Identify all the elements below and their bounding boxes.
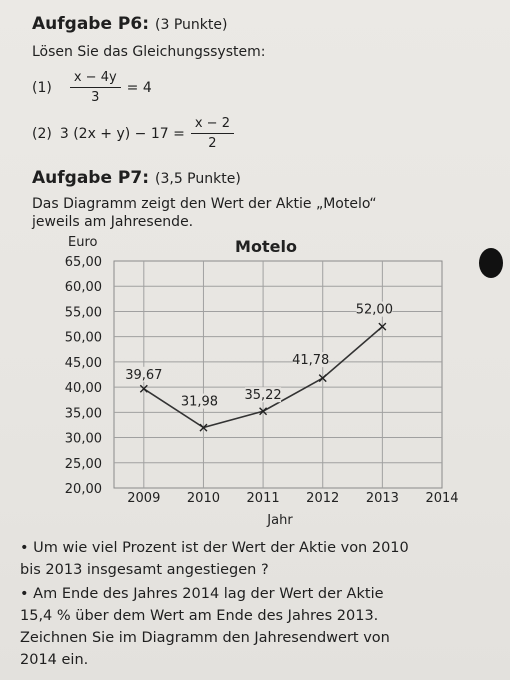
- task-p6-points: (3 Punkte): [155, 17, 228, 33]
- data-point: [244, 387, 281, 415]
- x-tick-label: 2013: [365, 491, 399, 506]
- equation-2-lhs: 3 (2x + y) − 17 =: [59, 125, 185, 142]
- chart-grid: [114, 261, 442, 488]
- motelo-line-chart: [0, 228, 470, 533]
- y-tick-label: 40,00: [64, 381, 102, 397]
- data-label: 39,67: [125, 367, 163, 383]
- task-p6-instruction: Lösen Sie das Gleichungssystem:: [32, 44, 266, 60]
- data-point: [125, 367, 162, 393]
- x-tick-label: 2010: [186, 491, 221, 506]
- data-label: 35,22: [244, 388, 282, 404]
- equation-1-label: (1): [32, 79, 52, 96]
- data-label: 31,98: [180, 394, 219, 410]
- equation-1-rhs: = 4: [126, 79, 152, 96]
- equation-2: [32, 116, 240, 151]
- task-p6-heading: [32, 14, 227, 34]
- equation-1: [32, 70, 152, 105]
- equation-2-fraction: [191, 116, 234, 151]
- task-p7-points: (3,5 Punkte): [155, 171, 241, 187]
- y-tick-label: 60,00: [64, 280, 102, 296]
- y-tick-label: 35,00: [64, 406, 102, 422]
- question-2-line-2: 15,4 % über dem Wert am Ende des Jahres 2013.: [20, 608, 379, 624]
- task-p7-intro-line-2: jeweils am Jahresende.: [32, 214, 194, 230]
- x-axis-label: Jahr: [267, 513, 293, 528]
- y-tick-label: 20,00: [64, 482, 102, 497]
- equation-1-denominator: 3: [91, 90, 100, 105]
- task-p6-name: Aufgabe P6:: [32, 14, 149, 34]
- y-tick-label: 55,00: [64, 305, 102, 321]
- y-tick-label: 45,00: [64, 355, 102, 371]
- equation-2-label: (2): [32, 125, 52, 142]
- equation-2-numerator: x − 2: [191, 116, 234, 134]
- question-1-line-1: • Um wie viel Prozent ist der Wert der Aktie von 2010: [20, 540, 409, 556]
- x-tick-label: 2009: [127, 491, 161, 506]
- equation-1-numerator: x − 4y: [70, 70, 121, 88]
- x-tick-label: 2014: [425, 491, 459, 506]
- equation-2-denominator: 2: [208, 136, 217, 151]
- x-tick-label: 2011: [246, 491, 280, 506]
- question-2-line-1: • Am Ende des Jahres 2014 lag der Wert der Aktie: [20, 586, 384, 602]
- data-label: 52,00: [355, 302, 393, 318]
- chart-axes: [65, 255, 459, 506]
- cut-off-header: [30, 0, 35, 8]
- chart-title: Motelo: [235, 237, 297, 256]
- y-axis-label: Euro: [68, 235, 98, 250]
- task-p7-intro-line-1: Das Diagramm zeigt den Wert der Aktie „Motelo“: [32, 196, 377, 212]
- question-2-line-4: 2014 ein.: [20, 652, 89, 668]
- y-tick-label: 50,00: [64, 330, 102, 346]
- x-tick-label: 2012: [306, 491, 340, 506]
- equation-1-fraction: [70, 70, 121, 105]
- chart-series: [125, 302, 393, 431]
- binder-hole: [479, 248, 503, 278]
- y-tick-label: 65,00: [64, 255, 102, 270]
- data-point: [356, 302, 393, 331]
- y-tick-label: 30,00: [64, 431, 102, 447]
- data-point: [292, 352, 329, 382]
- question-2-line-3: Zeichnen Sie im Diagramm den Jahresendwert von: [20, 630, 390, 646]
- task-p7-name: Aufgabe P7:: [32, 168, 149, 188]
- plot-frame: [114, 261, 442, 488]
- task-p7-heading: [32, 168, 241, 188]
- question-1-line-2: bis 2013 insgesamt angestiegen ?: [20, 562, 269, 578]
- y-tick-label: 25,00: [64, 456, 102, 472]
- data-label: 41,78: [292, 353, 330, 369]
